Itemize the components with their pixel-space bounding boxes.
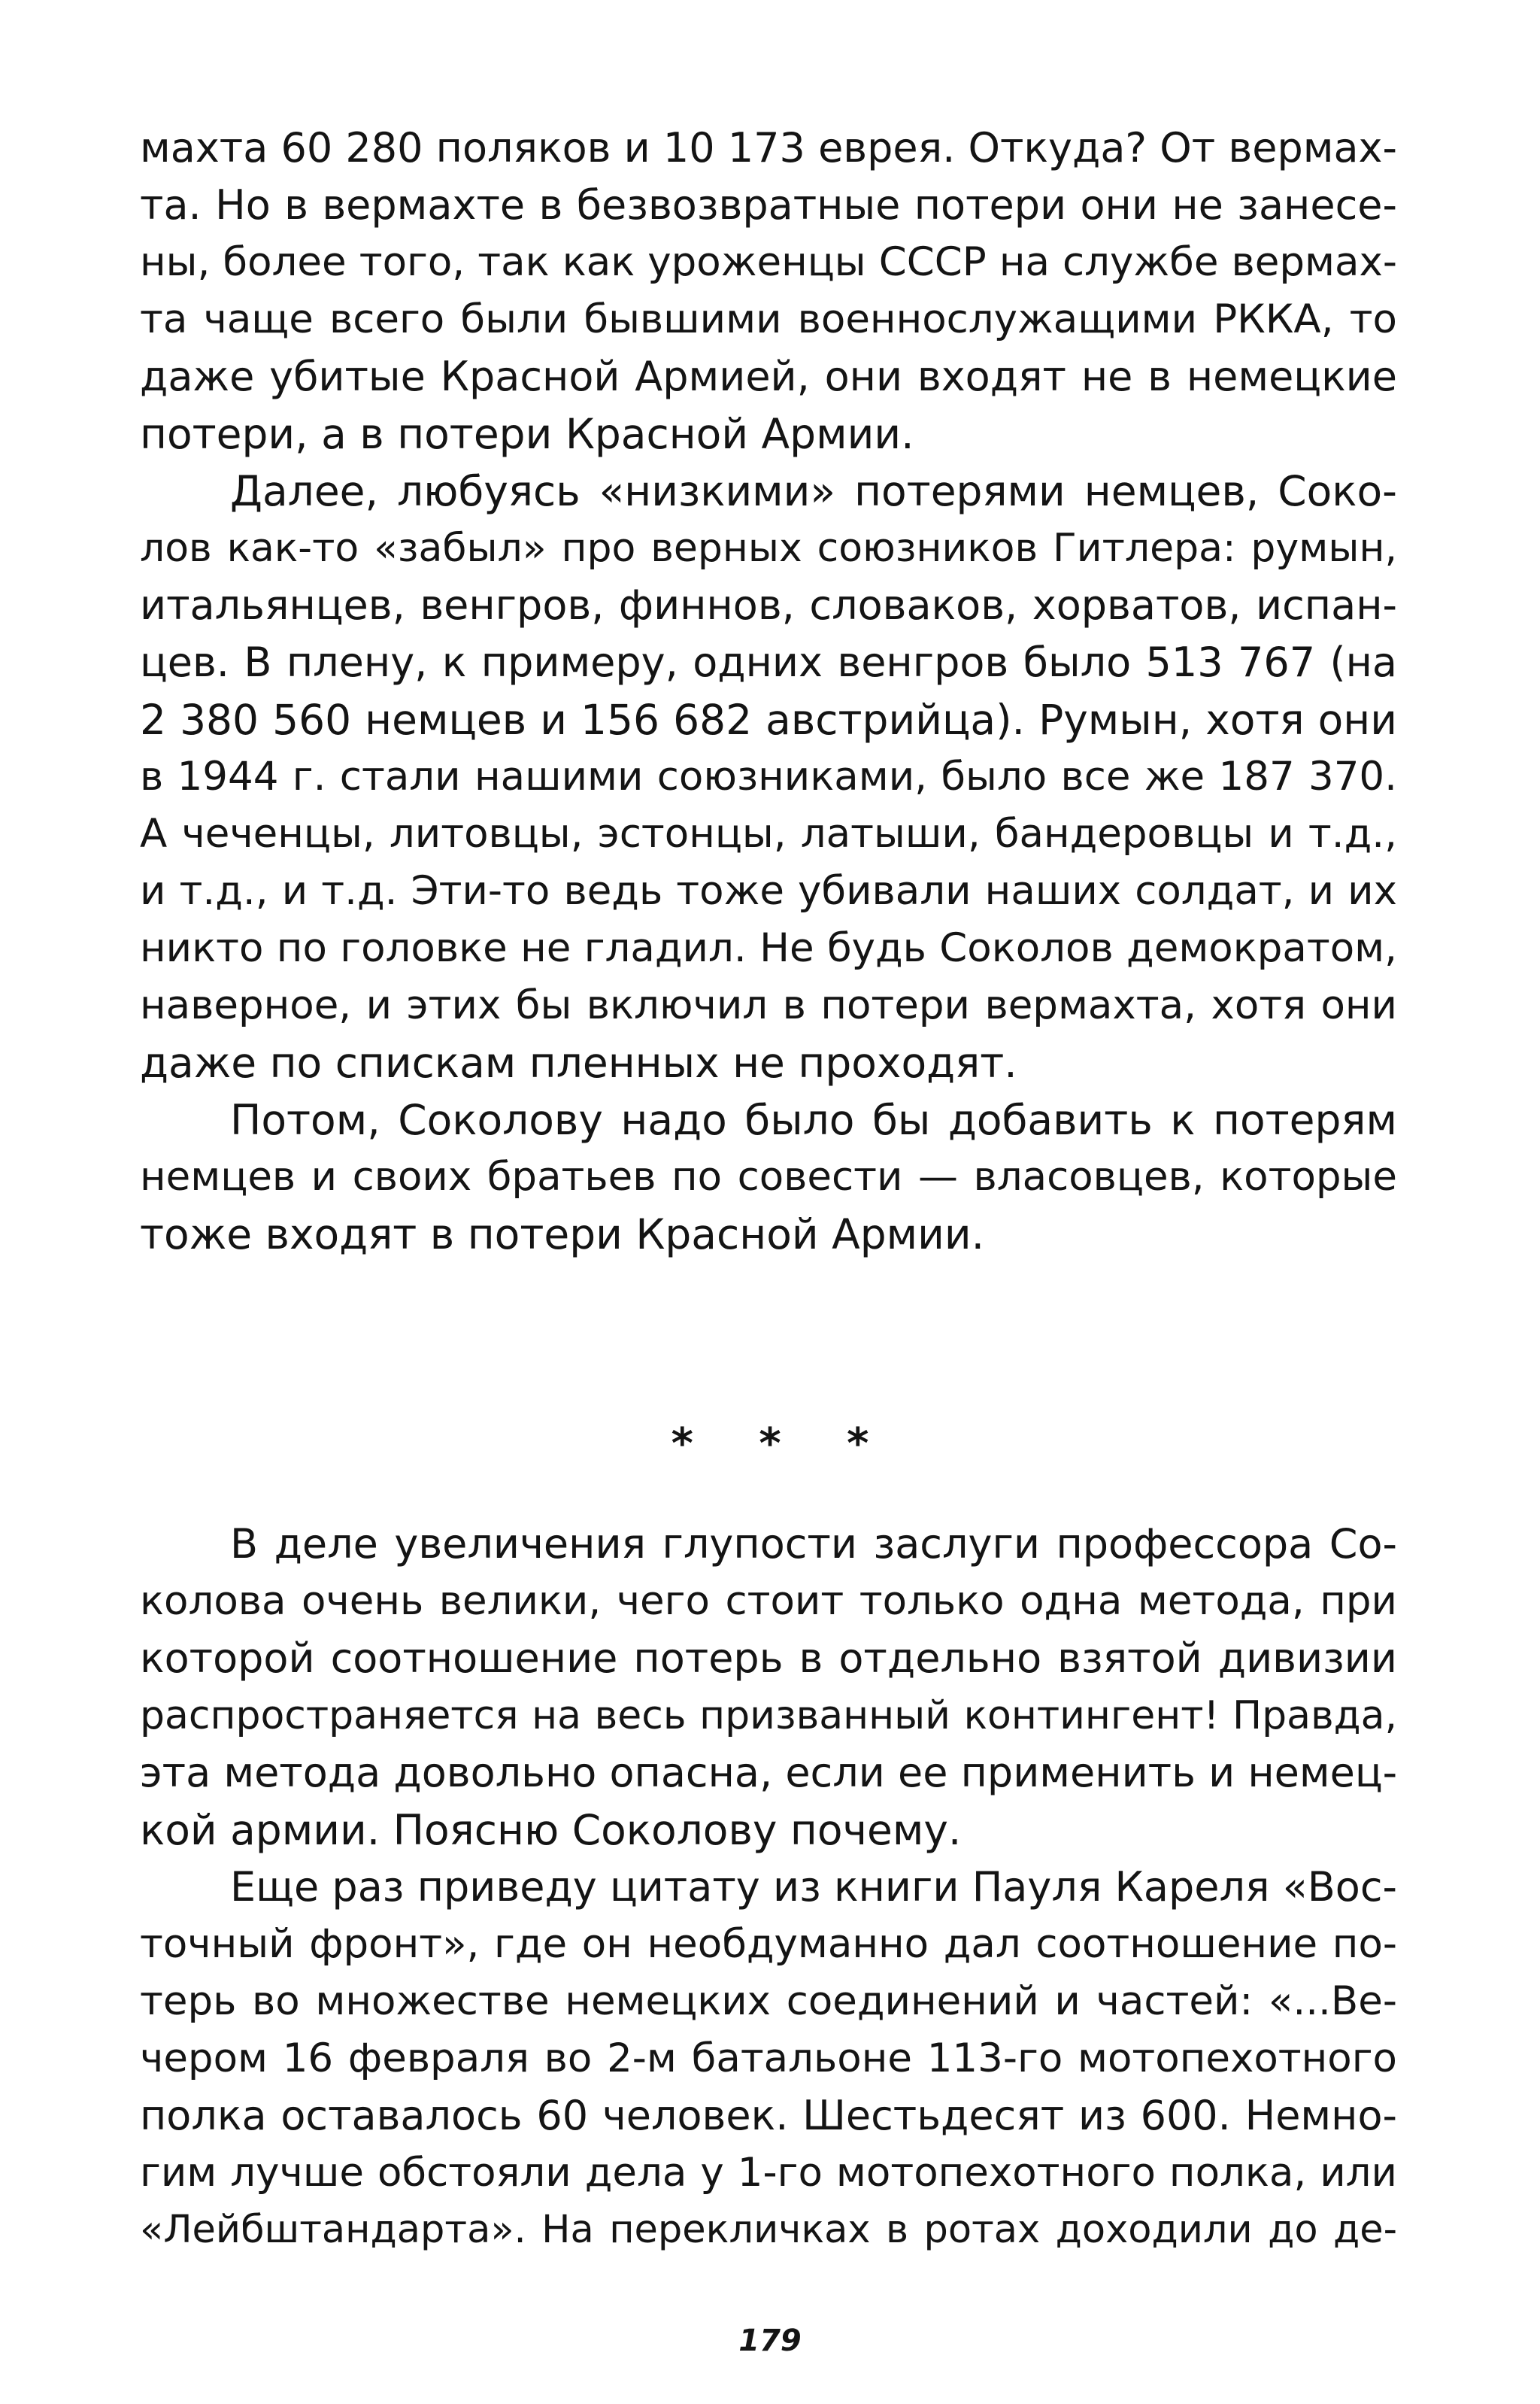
page-number: 179 — [738, 2324, 802, 2358]
text-line: та. Но в вермахте в безвозвратные потери они не занесе- — [140, 181, 1397, 229]
text-line: «Лейбштандарта». На перекличках в ротах доходили до де- — [140, 2208, 1397, 2252]
text-line: Еще раз приведу цитату из книги Пауля Кареля «Вос- — [230, 1863, 1397, 1911]
text-line: немцев и своих братьев по совести — власовцев, которые — [140, 1154, 1397, 1200]
text-line: тоже входят в потери Красной Армии. — [140, 1210, 985, 1258]
text-line: ны, более того, так как уроженцы СССР на службе вермах- — [140, 239, 1397, 285]
text-line: А чеченцы, литовцы, эстонцы, латыши, бандеровцы и т.д., — [140, 811, 1397, 857]
text-line: даже убитые Красной Армией, они входят не в немецкие — [140, 353, 1397, 400]
text-line: терь во множестве немецких соединений и частей: «...Ве- — [140, 1978, 1397, 2024]
text-line: которой соотношение потерь в отдельно взятой дивизии — [140, 1635, 1397, 1682]
text-line: в 1944 г. стали нашими союзниками, было все же 187 370. — [140, 754, 1397, 800]
text-line: гим лучше обстояли дела у 1-го мотопехотного полка, или — [140, 2150, 1397, 2196]
text-line: наверное, и этих бы включил в потери вермахта, хотя они — [140, 982, 1397, 1028]
text-line: распространяется на весь призванный контингент! Правда, — [140, 1693, 1397, 1738]
text-line: чером 16 февраля во 2-м батальоне 113-го мотопехотного — [140, 2035, 1397, 2081]
text-line: махта 60 280 поляков и 10 173 еврея. Откуда? От вермах- — [140, 124, 1397, 171]
text-line: точный фронт», где он необдуманно дал соотношение по- — [140, 1921, 1397, 1967]
text-line: колова очень велики, чего стоит только одна метода, при — [140, 1578, 1397, 1624]
text-line: цев. В плену, к примеру, одних венгров было 513 767 (на — [140, 639, 1397, 686]
text-line: Далее, любуясь «низкими» потерями немцев, Соко- — [230, 467, 1397, 515]
text-line: лов как-то «забыл» про верных союзников Гитлера: румын, — [140, 526, 1397, 571]
text-line: полка оставалось 60 человек. Шестьдесят из 600. Немно- — [140, 2092, 1397, 2139]
text-line: В деле увеличения глупости заслуги профессора Со- — [230, 1520, 1397, 1568]
text-line: потери, а в потери Красной Армии. — [140, 410, 914, 458]
text-line: итальянцев, венгров, финнов, словаков, хорватов, испан- — [140, 581, 1397, 629]
text-line: даже по спискам пленных не проходят. — [140, 1039, 1017, 1087]
text-line: эта метода довольно опасна, если ее применить и немец- — [140, 1749, 1398, 1796]
text-line: и т.д., и т.д. Эти-то ведь тоже убивали наших солдат, и их — [140, 868, 1397, 914]
text-line: 2 380 560 немцев и 156 682 австрийца). Румын, хотя они — [140, 696, 1397, 744]
section-separator: * * * — [671, 1419, 895, 1468]
text-line: кой армии. Поясню Соколову почему. — [140, 1806, 962, 1854]
text-line: никто по головке не гладил. Не будь Соколов демократом, — [140, 925, 1397, 971]
text-line: Потом, Соколову надо было бы добавить к потерям — [230, 1096, 1397, 1144]
text-line: та чаще всего были бывшими военнослужащими РККА, то — [140, 296, 1397, 342]
